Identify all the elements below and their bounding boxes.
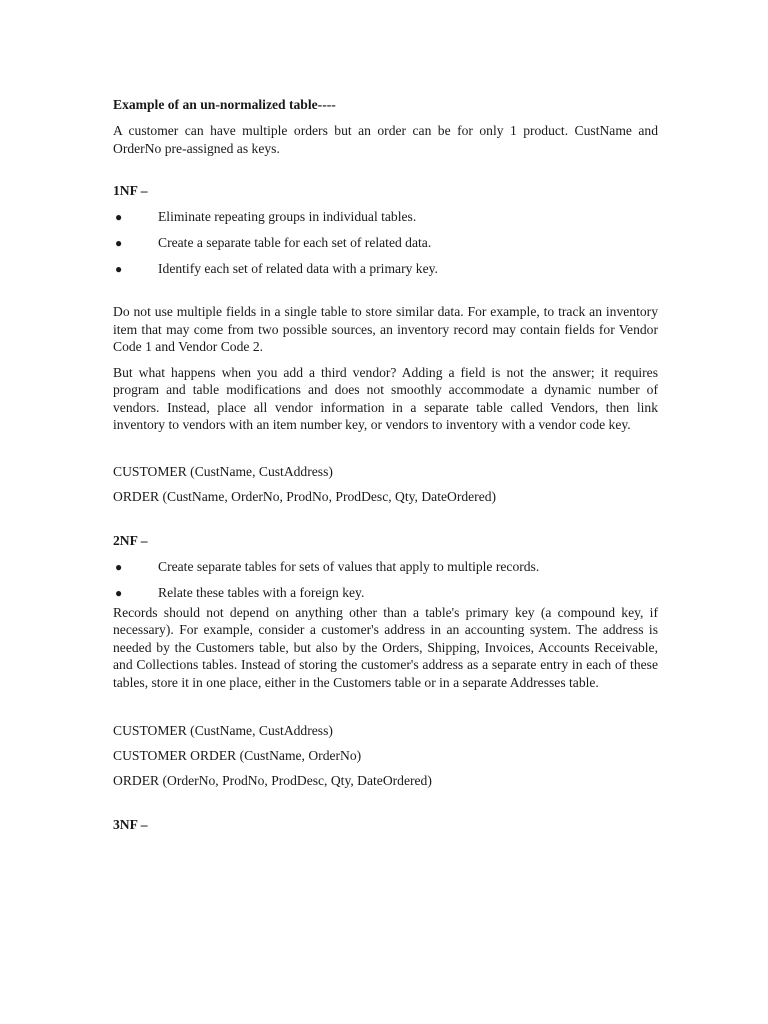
nf2-paragraph-1: Records should not depend on anything other than a table's primary key (a compound key, if necessary). For example, consider a customer's address in an accounting system. The address is needed by the Customers table, but also by the Orders, Shipping, Invoices, Accounts Receivable, and Collections tables. Instead of storing the customer's address as a separate entry in each of these tables, store it in one place, either in the Customers table or in a separate Addresses table. [113,604,658,690]
list-item [113,208,658,226]
nf2-relations [113,722,658,790]
nf1-bullet-list [113,208,658,278]
nf3-heading: 3NF – [113,817,148,832]
nf1-paragraph-2: But what happens when you add a third vendor? Adding a field is not the answer; it requires program and table modifications and does not smoothly accommodate a dynamic number of vendors. Instead, place all vendor information in a separate table called Vendors, then link inventory to vendors with an item number key, or vendors to inventory with a vendor code key. [113,364,658,432]
bullet-icon: ● [115,559,123,574]
bullet-text: Relate these tables with a foreign key. [158,584,365,600]
relation-line: CUSTOMER (CustName, CustAddress) [113,723,333,738]
bullet-icon: ● [115,210,123,224]
list-item [113,260,658,278]
bullet-text: Create a separate table for each set of related data. [158,235,432,250]
bullet-icon: ● [115,236,123,250]
document-page [113,96,658,834]
nf2-heading: 2NF – [113,532,148,548]
relation-line: CUSTOMER ORDER (CustName, OrderNo) [113,748,362,763]
bullet-text: Eliminate repeating groups in individual tables. [158,209,417,224]
bullet-text: Create separate tables for sets of values that apply to multiple records. [158,558,540,574]
nf1-paragraph-1: Do not use multiple fields in a single table to store similar data. For example, to track an inventory item that may come from two possible sources, an inventory record may contain fields for Vendor Code 1 and Vendor Code 2. [113,304,658,354]
relation-line: ORDER (CustName, OrderNo, ProdNo, ProdDesc, Qty, DateOrdered) [113,488,497,504]
nf1-heading: 1NF – [113,183,148,198]
nf1-relations [113,463,658,506]
intro-paragraph: A customer can have multiple orders but an order can be for only 1 product. CustName and OrderNo pre-assigned as keys. [113,123,658,156]
relation-line: ORDER (OrderNo, ProdNo, ProdDesc, Qty, DateOrdered) [113,773,432,788]
document-title: Example of an un-normalized table---- [113,97,336,112]
bullet-icon: ● [115,262,123,276]
list-item [113,234,658,252]
list-item [113,558,658,576]
bullet-icon: ● [115,585,123,600]
list-item [113,584,658,602]
relation-line: CUSTOMER (CustName, CustAddress) [113,463,333,479]
bullet-text: Identify each set of related data with a primary key. [158,261,438,276]
nf2-bullet-list [113,558,658,602]
